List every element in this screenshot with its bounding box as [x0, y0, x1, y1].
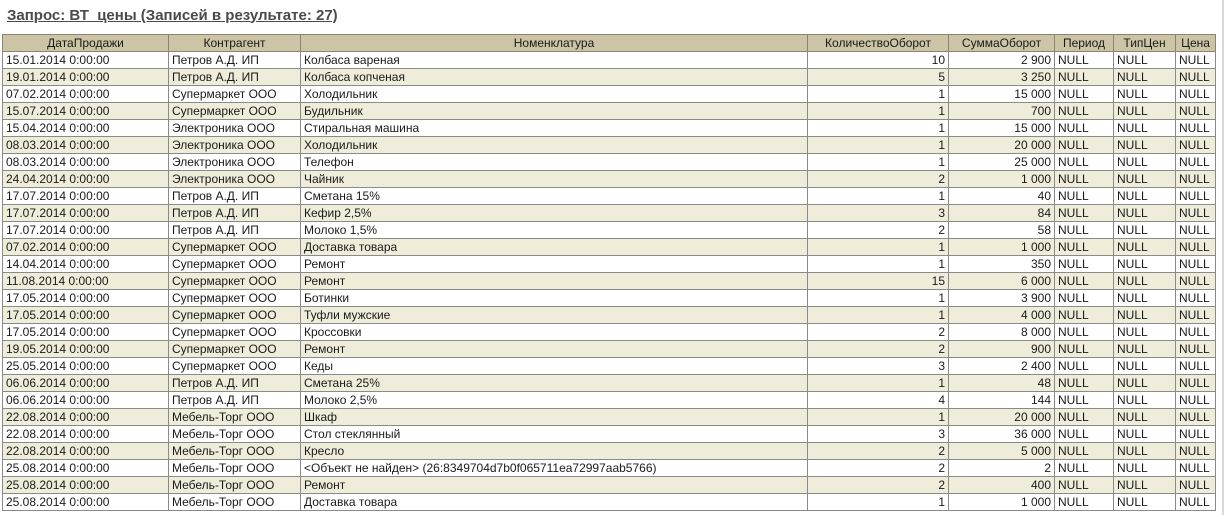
column-header-nomenclature[interactable]: Номенклатура — [301, 35, 808, 52]
cell-counterparty[interactable]: Мебель-Торг ООО — [169, 426, 301, 443]
cell-quantity[interactable]: 1 — [808, 86, 949, 103]
cell-nomenclature[interactable]: Молоко 2,5% — [301, 392, 808, 409]
column-header-quantity[interactable]: КоличествоОборот — [808, 35, 949, 52]
column-header-price[interactable]: Цена — [1176, 35, 1216, 52]
cell-price-type[interactable]: NULL — [1114, 188, 1176, 205]
cell-quantity[interactable]: 4 — [808, 392, 949, 409]
column-header-period[interactable]: Период — [1055, 35, 1114, 52]
cell-date[interactable]: 22.08.2014 0:00:00 — [3, 409, 169, 426]
cell-date[interactable]: 15.07.2014 0:00:00 — [3, 103, 169, 120]
cell-price-type[interactable]: NULL — [1114, 222, 1176, 239]
cell-price-type[interactable]: NULL — [1114, 69, 1176, 86]
table-row[interactable] — [3, 86, 1216, 103]
cell-period[interactable]: NULL — [1055, 477, 1114, 494]
cell-price-type[interactable]: NULL — [1114, 375, 1176, 392]
cell-amount[interactable]: 3 900 — [949, 290, 1055, 307]
cell-amount[interactable]: 36 000 — [949, 426, 1055, 443]
cell-quantity[interactable]: 1 — [808, 154, 949, 171]
table-row[interactable] — [3, 358, 1216, 375]
cell-quantity[interactable]: 2 — [808, 477, 949, 494]
cell-price[interactable]: NULL — [1176, 375, 1216, 392]
cell-quantity[interactable]: 5 — [808, 69, 949, 86]
table-header — [3, 35, 1216, 52]
cell-quantity[interactable]: 1 — [808, 375, 949, 392]
cell-amount[interactable]: 6 000 — [949, 273, 1055, 290]
cell-nomenclature[interactable]: Кресло — [301, 443, 808, 460]
cell-nomenclature[interactable]: Кроссовки — [301, 324, 808, 341]
cell-amount[interactable]: 58 — [949, 222, 1055, 239]
column-header-date[interactable]: ДатаПродажи — [3, 35, 169, 52]
cell-price[interactable]: NULL — [1176, 460, 1216, 477]
cell-counterparty[interactable]: Супермаркет ООО — [169, 103, 301, 120]
cell-date[interactable]: 24.04.2014 0:00:00 — [3, 171, 169, 188]
cell-amount[interactable]: 20 000 — [949, 409, 1055, 426]
cell-amount[interactable]: 2 — [949, 460, 1055, 477]
cell-date[interactable]: 17.05.2014 0:00:00 — [3, 324, 169, 341]
cell-nomenclature[interactable]: <Объект не найден> (26:8349704d7b0f065711ea72997aab5766) — [301, 460, 808, 477]
column-header-price-type[interactable]: ТипЦен — [1114, 35, 1176, 52]
cell-price[interactable]: NULL — [1176, 239, 1216, 256]
cell-period[interactable]: NULL — [1055, 239, 1114, 256]
table-row[interactable] — [3, 205, 1216, 222]
cell-quantity[interactable]: 3 — [808, 358, 949, 375]
cell-quantity[interactable]: 1 — [808, 494, 949, 511]
cell-counterparty[interactable]: Супермаркет ООО — [169, 341, 301, 358]
table-body — [3, 52, 1216, 511]
table-row[interactable] — [3, 103, 1216, 120]
table-row[interactable] — [3, 477, 1216, 494]
cell-nomenclature[interactable]: Доставка товара — [301, 239, 808, 256]
cell-counterparty[interactable]: Мебель-Торг ООО — [169, 477, 301, 494]
table-row[interactable] — [3, 341, 1216, 358]
cell-price[interactable]: NULL — [1176, 86, 1216, 103]
cell-price[interactable]: NULL — [1176, 256, 1216, 273]
table-row[interactable] — [3, 171, 1216, 188]
table-row[interactable] — [3, 154, 1216, 171]
cell-period[interactable]: NULL — [1055, 188, 1114, 205]
cell-date[interactable]: 17.05.2014 0:00:00 — [3, 290, 169, 307]
table-row[interactable] — [3, 273, 1216, 290]
cell-amount[interactable]: 20 000 — [949, 137, 1055, 154]
cell-amount[interactable]: 1 000 — [949, 171, 1055, 188]
cell-amount[interactable]: 1 000 — [949, 239, 1055, 256]
table-row[interactable] — [3, 409, 1216, 426]
table-row[interactable] — [3, 494, 1216, 511]
table-row[interactable] — [3, 307, 1216, 324]
cell-date[interactable]: 06.06.2014 0:00:00 — [3, 375, 169, 392]
cell-counterparty[interactable]: Мебель-Торг ООО — [169, 494, 301, 511]
cell-price[interactable]: NULL — [1176, 205, 1216, 222]
cell-counterparty[interactable]: Электроника ООО — [169, 154, 301, 171]
cell-date[interactable]: 19.05.2014 0:00:00 — [3, 341, 169, 358]
cell-quantity[interactable]: 1 — [808, 256, 949, 273]
cell-price-type[interactable]: NULL — [1114, 477, 1176, 494]
cell-period[interactable]: NULL — [1055, 392, 1114, 409]
cell-nomenclature[interactable]: Колбаса копченая — [301, 69, 808, 86]
cell-date[interactable]: 06.06.2014 0:00:00 — [3, 392, 169, 409]
cell-quantity[interactable]: 2 — [808, 324, 949, 341]
query-title: Запрос: ВТ_цены (Записей в результате: 27) — [7, 6, 338, 24]
cell-price-type[interactable]: NULL — [1114, 120, 1176, 137]
cell-date[interactable]: 17.07.2014 0:00:00 — [3, 222, 169, 239]
cell-counterparty[interactable]: Супермаркет ООО — [169, 256, 301, 273]
cell-price[interactable]: NULL — [1176, 120, 1216, 137]
cell-amount[interactable]: 40 — [949, 188, 1055, 205]
cell-period[interactable]: NULL — [1055, 426, 1114, 443]
cell-nomenclature[interactable]: Шкаф — [301, 409, 808, 426]
cell-amount[interactable]: 144 — [949, 392, 1055, 409]
cell-date[interactable]: 17.05.2014 0:00:00 — [3, 307, 169, 324]
cell-quantity[interactable]: 1 — [808, 120, 949, 137]
cell-counterparty[interactable]: Супермаркет ООО — [169, 273, 301, 290]
result-table-container — [2, 34, 1216, 511]
cell-price-type[interactable]: NULL — [1114, 324, 1176, 341]
column-header-amount[interactable]: СуммаОборот — [949, 35, 1055, 52]
cell-period[interactable]: NULL — [1055, 120, 1114, 137]
cell-counterparty[interactable]: Супермаркет ООО — [169, 324, 301, 341]
cell-price[interactable]: NULL — [1176, 103, 1216, 120]
cell-price[interactable]: NULL — [1176, 69, 1216, 86]
cell-price[interactable]: NULL — [1176, 188, 1216, 205]
cell-amount[interactable]: 2 400 — [949, 358, 1055, 375]
cell-period[interactable]: NULL — [1055, 341, 1114, 358]
cell-price-type[interactable]: NULL — [1114, 239, 1176, 256]
cell-counterparty[interactable]: Супермаркет ООО — [169, 307, 301, 324]
table-row[interactable] — [3, 222, 1216, 239]
cell-amount[interactable]: 1 000 — [949, 494, 1055, 511]
cell-counterparty[interactable]: Петров А.Д. ИП — [169, 222, 301, 239]
cell-quantity[interactable]: 2 — [808, 171, 949, 188]
cell-period[interactable]: NULL — [1055, 273, 1114, 290]
cell-period[interactable]: NULL — [1055, 324, 1114, 341]
header-row — [3, 35, 1216, 52]
cell-period[interactable]: NULL — [1055, 409, 1114, 426]
cell-price[interactable]: NULL — [1176, 273, 1216, 290]
table-row[interactable] — [3, 120, 1216, 137]
cell-price[interactable]: NULL — [1176, 443, 1216, 460]
cell-nomenclature[interactable]: Кеды — [301, 358, 808, 375]
cell-price[interactable]: NULL — [1176, 307, 1216, 324]
cell-price-type[interactable]: NULL — [1114, 205, 1176, 222]
cell-date[interactable]: 15.01.2014 0:00:00 — [3, 52, 169, 69]
cell-price[interactable]: NULL — [1176, 324, 1216, 341]
cell-period[interactable]: NULL — [1055, 443, 1114, 460]
cell-nomenclature[interactable]: Туфли мужские — [301, 307, 808, 324]
cell-price-type[interactable]: NULL — [1114, 392, 1176, 409]
cell-price-type[interactable]: NULL — [1114, 52, 1176, 69]
cell-counterparty[interactable]: Электроника ООО — [169, 137, 301, 154]
cell-counterparty[interactable]: Супермаркет ООО — [169, 239, 301, 256]
cell-counterparty[interactable]: Супермаркет ООО — [169, 290, 301, 307]
cell-nomenclature[interactable]: Сметана 25% — [301, 375, 808, 392]
cell-counterparty[interactable]: Мебель-Торг ООО — [169, 443, 301, 460]
cell-price[interactable]: NULL — [1176, 426, 1216, 443]
cell-amount[interactable]: 15 000 — [949, 86, 1055, 103]
cell-amount[interactable]: 350 — [949, 256, 1055, 273]
cell-period[interactable]: NULL — [1055, 154, 1114, 171]
cell-nomenclature[interactable]: Холодильник — [301, 137, 808, 154]
cell-nomenclature[interactable]: Ботинки — [301, 290, 808, 307]
cell-amount[interactable]: 15 000 — [949, 120, 1055, 137]
cell-date[interactable]: 19.01.2014 0:00:00 — [3, 69, 169, 86]
cell-price-type[interactable]: NULL — [1114, 307, 1176, 324]
cell-price-type[interactable]: NULL — [1114, 137, 1176, 154]
cell-amount[interactable]: 4 000 — [949, 307, 1055, 324]
cell-price-type[interactable]: NULL — [1114, 358, 1176, 375]
cell-price[interactable]: NULL — [1176, 341, 1216, 358]
cell-amount[interactable]: 700 — [949, 103, 1055, 120]
cell-price[interactable]: NULL — [1176, 222, 1216, 239]
result-table — [2, 34, 1216, 511]
cell-price-type[interactable]: NULL — [1114, 290, 1176, 307]
table-row[interactable] — [3, 69, 1216, 86]
cell-price[interactable]: NULL — [1176, 290, 1216, 307]
cell-quantity[interactable]: 2 — [808, 222, 949, 239]
cell-price-type[interactable]: NULL — [1114, 443, 1176, 460]
cell-amount[interactable]: 8 000 — [949, 324, 1055, 341]
cell-quantity[interactable]: 2 — [808, 341, 949, 358]
cell-price-type[interactable]: NULL — [1114, 273, 1176, 290]
cell-amount[interactable]: 2 900 — [949, 52, 1055, 69]
cell-counterparty[interactable]: Супермаркет ООО — [169, 358, 301, 375]
cell-price[interactable]: NULL — [1176, 171, 1216, 188]
cell-counterparty[interactable]: Мебель-Торг ООО — [169, 460, 301, 477]
cell-nomenclature[interactable]: Ремонт — [301, 256, 808, 273]
cell-period[interactable]: NULL — [1055, 222, 1114, 239]
cell-nomenclature[interactable]: Ремонт — [301, 273, 808, 290]
cell-nomenclature[interactable]: Доставка товара — [301, 494, 808, 511]
cell-counterparty[interactable]: Петров А.Д. ИП — [169, 392, 301, 409]
cell-quantity[interactable]: 10 — [808, 52, 949, 69]
cell-counterparty[interactable]: Петров А.Д. ИП — [169, 188, 301, 205]
table-row[interactable] — [3, 460, 1216, 477]
cell-quantity[interactable]: 3 — [808, 205, 949, 222]
cell-price[interactable]: NULL — [1176, 477, 1216, 494]
cell-price-type[interactable]: NULL — [1114, 154, 1176, 171]
cell-period[interactable]: NULL — [1055, 205, 1114, 222]
cell-quantity[interactable]: 1 — [808, 290, 949, 307]
cell-period[interactable]: NULL — [1055, 86, 1114, 103]
cell-price[interactable]: NULL — [1176, 494, 1216, 511]
cell-price-type[interactable]: NULL — [1114, 171, 1176, 188]
cell-nomenclature[interactable]: Сметана 15% — [301, 188, 808, 205]
table-row[interactable] — [3, 137, 1216, 154]
cell-price-type[interactable]: NULL — [1114, 341, 1176, 358]
cell-period[interactable]: NULL — [1055, 52, 1114, 69]
cell-price-type[interactable]: NULL — [1114, 409, 1176, 426]
table-row[interactable] — [3, 324, 1216, 341]
table-row[interactable] — [3, 188, 1216, 205]
cell-price-type[interactable]: NULL — [1114, 494, 1176, 511]
column-header-counterparty[interactable]: Контрагент — [169, 35, 301, 52]
cell-quantity[interactable]: 1 — [808, 307, 949, 324]
cell-counterparty[interactable]: Электроника ООО — [169, 171, 301, 188]
cell-date[interactable]: 14.04.2014 0:00:00 — [3, 256, 169, 273]
cell-date[interactable]: 08.03.2014 0:00:00 — [3, 154, 169, 171]
cell-counterparty[interactable]: Петров А.Д. ИП — [169, 69, 301, 86]
cell-price-type[interactable]: NULL — [1114, 103, 1176, 120]
table-row[interactable] — [3, 392, 1216, 409]
cell-nomenclature[interactable]: Молоко 1,5% — [301, 222, 808, 239]
cell-counterparty[interactable]: Супермаркет ООО — [169, 86, 301, 103]
cell-date[interactable]: 08.03.2014 0:00:00 — [3, 137, 169, 154]
cell-date[interactable]: 22.08.2014 0:00:00 — [3, 426, 169, 443]
cell-counterparty[interactable]: Петров А.Д. ИП — [169, 205, 301, 222]
cell-price[interactable]: NULL — [1176, 52, 1216, 69]
cell-period[interactable]: NULL — [1055, 69, 1114, 86]
cell-quantity[interactable]: 1 — [808, 137, 949, 154]
cell-amount[interactable]: 84 — [949, 205, 1055, 222]
cell-nomenclature[interactable]: Колбаса вареная — [301, 52, 808, 69]
table-row[interactable] — [3, 239, 1216, 256]
cell-quantity[interactable]: 2 — [808, 460, 949, 477]
cell-period[interactable]: NULL — [1055, 290, 1114, 307]
cell-counterparty[interactable]: Мебель-Торг ООО — [169, 409, 301, 426]
cell-quantity[interactable]: 3 — [808, 426, 949, 443]
cell-date[interactable]: 17.07.2014 0:00:00 — [3, 205, 169, 222]
cell-period[interactable]: NULL — [1055, 137, 1114, 154]
cell-amount[interactable]: 3 250 — [949, 69, 1055, 86]
cell-amount[interactable]: 400 — [949, 477, 1055, 494]
cell-price[interactable]: NULL — [1176, 392, 1216, 409]
cell-nomenclature[interactable]: Стиральная машина — [301, 120, 808, 137]
cell-price[interactable]: NULL — [1176, 358, 1216, 375]
cell-quantity[interactable]: 1 — [808, 103, 949, 120]
cell-quantity[interactable]: 1 — [808, 188, 949, 205]
cell-date[interactable]: 07.02.2014 0:00:00 — [3, 86, 169, 103]
cell-nomenclature[interactable]: Холодильник — [301, 86, 808, 103]
cell-price-type[interactable]: NULL — [1114, 460, 1176, 477]
cell-quantity[interactable]: 2 — [808, 443, 949, 460]
cell-counterparty[interactable]: Электроника ООО — [169, 120, 301, 137]
cell-period[interactable]: NULL — [1055, 375, 1114, 392]
table-row[interactable] — [3, 52, 1216, 69]
query-title-bar — [7, 4, 338, 26]
cell-date[interactable]: 25.08.2014 0:00:00 — [3, 460, 169, 477]
table-row[interactable] — [3, 290, 1216, 307]
cell-nomenclature[interactable]: Будильник — [301, 103, 808, 120]
cell-amount[interactable]: 900 — [949, 341, 1055, 358]
cell-quantity[interactable]: 15 — [808, 273, 949, 290]
cell-nomenclature[interactable]: Ремонт — [301, 477, 808, 494]
cell-date[interactable]: 17.07.2014 0:00:00 — [3, 188, 169, 205]
cell-period[interactable]: NULL — [1055, 103, 1114, 120]
cell-date[interactable]: 15.04.2014 0:00:00 — [3, 120, 169, 137]
cell-counterparty[interactable]: Петров А.Д. ИП — [169, 52, 301, 69]
cell-nomenclature[interactable]: Кефир 2,5% — [301, 205, 808, 222]
cell-price-type[interactable]: NULL — [1114, 426, 1176, 443]
cell-price[interactable]: NULL — [1176, 409, 1216, 426]
cell-period[interactable]: NULL — [1055, 460, 1114, 477]
cell-date[interactable]: 07.02.2014 0:00:00 — [3, 239, 169, 256]
cell-date[interactable]: 25.08.2014 0:00:00 — [3, 494, 169, 511]
cell-period[interactable]: NULL — [1055, 358, 1114, 375]
cell-nomenclature[interactable]: Чайник — [301, 171, 808, 188]
cell-nomenclature[interactable]: Ремонт — [301, 341, 808, 358]
cell-period[interactable]: NULL — [1055, 171, 1114, 188]
cell-date[interactable]: 22.08.2014 0:00:00 — [3, 443, 169, 460]
cell-quantity[interactable]: 1 — [808, 409, 949, 426]
cell-price[interactable]: NULL — [1176, 137, 1216, 154]
cell-amount[interactable]: 5 000 — [949, 443, 1055, 460]
cell-period[interactable]: NULL — [1055, 494, 1114, 511]
cell-period[interactable]: NULL — [1055, 307, 1114, 324]
cell-date[interactable]: 11.08.2014 0:00:00 — [3, 273, 169, 290]
cell-price[interactable]: NULL — [1176, 154, 1216, 171]
cell-date[interactable]: 25.08.2014 0:00:00 — [3, 477, 169, 494]
cell-price-type[interactable]: NULL — [1114, 86, 1176, 103]
cell-date[interactable]: 25.05.2014 0:00:00 — [3, 358, 169, 375]
table-row[interactable] — [3, 375, 1216, 392]
cell-counterparty[interactable]: Петров А.Д. ИП — [169, 375, 301, 392]
cell-nomenclature[interactable]: Телефон — [301, 154, 808, 171]
cell-amount[interactable]: 48 — [949, 375, 1055, 392]
cell-quantity[interactable]: 1 — [808, 239, 949, 256]
table-row[interactable] — [3, 426, 1216, 443]
table-row[interactable] — [3, 443, 1216, 460]
table-row[interactable] — [3, 256, 1216, 273]
cell-period[interactable]: NULL — [1055, 256, 1114, 273]
cell-price-type[interactable]: NULL — [1114, 256, 1176, 273]
cell-amount[interactable]: 25 000 — [949, 154, 1055, 171]
cell-nomenclature[interactable]: Стол стеклянный — [301, 426, 808, 443]
